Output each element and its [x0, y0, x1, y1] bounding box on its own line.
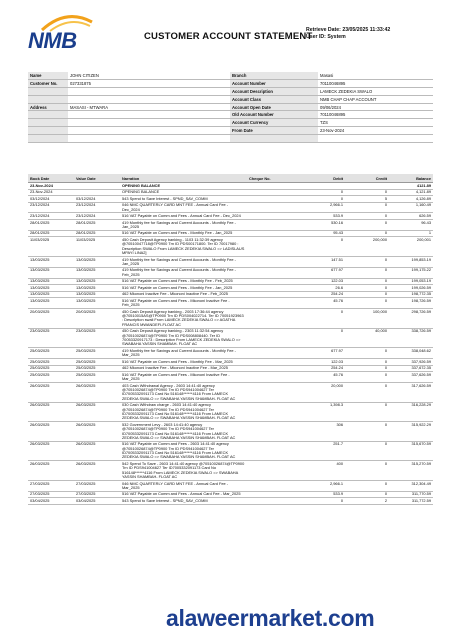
credit-cell: 0 — [345, 348, 389, 359]
info-row — [28, 119, 433, 127]
book-date-cell: 13/03/2025 — [28, 278, 74, 285]
balance-cell: 200,001 — [389, 237, 433, 257]
book-date-cell: 13/03/2025 — [28, 267, 74, 278]
narration-cell: 450 Cash Deposit Agency banking - 2003 17:36:44 agency @70510015AS@TP0900 Trn ID PDS004022714. Ter ID 70051923963 : Description swali From LAMECK ZEDEKIA SWALO => AGATHA FRANCIS MWANDEFI-FLOAT AC — [120, 309, 247, 329]
info-value — [68, 95, 230, 103]
info-label: Name — [28, 72, 68, 79]
narration-cell: 516 VAT Payable on Comm and Fees - Annual Card Fee - Mar_2025 — [120, 491, 247, 498]
value-date-cell: 25/03/2025 — [74, 372, 120, 383]
debit-cell: 45.76 — [301, 372, 345, 383]
debit-cell: 45.76 — [301, 298, 345, 309]
cheque-cell — [247, 298, 301, 309]
cheque-cell — [247, 461, 301, 481]
table-row — [28, 328, 433, 348]
table-row — [28, 267, 433, 278]
info-label: Account Number — [230, 79, 318, 87]
info-value: LAMECK ZEDEKIA SWALO — [318, 87, 433, 95]
narration-cell: 030 Cash Withdraw charge - 2603 14:41:40 agency @70510026874@TP0900 Trn ID PDS941004627 Ter ID7005332091173 Card No 516148******4116 From LAMECK ZEDEKIA SWALO => SWABAHA YASSIN SHAMBAH- FLOAT AC — [120, 402, 247, 422]
credit-cell: 200,000 — [345, 237, 389, 257]
book-date-cell: 26/03/2025 — [28, 402, 74, 422]
credit-cell: 2 — [345, 498, 389, 505]
narration-cell: 450 Cash Deposit Agency banking - 1103 11:32:39 agency @70510047718@TP0900 Trn ID PDS00171800. Ter ID 70017980 : Description SWALO From LAMECK ZEDEKIA SWALO => LADISLAUS MPAYI LINA2] — [120, 237, 247, 257]
info-value: JOHN CITIZEN — [68, 72, 230, 79]
info-value — [68, 127, 230, 135]
credit-cell: 0 — [345, 189, 389, 196]
transactions-table — [28, 174, 433, 505]
balance-cell: 311,770.59 — [389, 491, 433, 498]
balance-cell: 312,304.49 — [389, 480, 433, 491]
info-value: MASASI - MTWARA — [68, 103, 230, 111]
cheque-cell — [247, 348, 301, 359]
cheque-cell — [247, 498, 301, 505]
book-date-cell: 25/03/2025 — [28, 348, 74, 359]
debit-cell: 2,966.1 — [301, 480, 345, 491]
credit-cell: 0 — [345, 359, 389, 366]
balance-cell: 315,922.29 — [389, 422, 433, 442]
value-date-cell: 28/01/2025 — [74, 230, 120, 237]
credit-cell: 0 — [345, 480, 389, 491]
balance-cell: 96.43 — [389, 220, 433, 231]
balance-cell: 337,626.59 — [389, 372, 433, 383]
balance-cell: 337,926.59 — [389, 359, 433, 366]
value-date-cell: 13/03/2025 — [74, 267, 120, 278]
value-date-cell: 11/03/2025 — [74, 237, 120, 257]
value-date-cell: 25/03/2025 — [74, 365, 120, 372]
cheque-cell — [247, 202, 301, 213]
credit-cell: 0 — [345, 230, 389, 237]
credit-cell: 0 — [345, 402, 389, 422]
info-label: Address — [28, 103, 68, 111]
debit-cell: 254.24 — [301, 291, 345, 298]
balance-cell: 199,853.19 — [389, 256, 433, 267]
value-date-cell: 23/03/2025 — [74, 328, 120, 348]
book-date-cell: 26/03/2025 — [28, 383, 74, 403]
book-date-cell: 13/03/2025 — [28, 298, 74, 309]
debit-cell: 530.16 — [301, 220, 345, 231]
credit-cell: 40,000 — [345, 328, 389, 348]
info-row — [28, 111, 433, 119]
info-label: Account Class — [230, 95, 318, 103]
info-value — [68, 111, 230, 119]
value-date-cell: 03/12/2024 — [74, 196, 120, 203]
narration-cell: 532 Government Levy - 2603 14:41:40 agency @70510026874@TP0900 Trn ID PDS941004627 Ter ID7005332091173 Card No 516148******4116 From LAMECK ZEDEKIA SWALO => SWABAHA YASSIN SHAMBAH- FLOAT AC — [120, 422, 247, 442]
debit-cell: 1,398.3 — [301, 402, 345, 422]
balance-cell: 1 — [389, 230, 433, 237]
statement-header — [0, 0, 461, 68]
narration-cell: 046 NMC QUARTERLY CARD MNT FEE - Annual Card Fee - Mar_2025 — [120, 480, 247, 491]
info-value: Masasi — [318, 72, 433, 79]
book-date-cell: 03/04/2025 — [28, 498, 74, 505]
retrieve-info — [306, 27, 390, 40]
info-row — [28, 127, 433, 135]
narration-cell: OPENING BALANCE — [120, 189, 247, 196]
book-date-cell: 26/03/2025 — [28, 461, 74, 481]
credit-cell: 0 — [345, 267, 389, 278]
nmb-logo — [28, 14, 90, 58]
debit-cell: 122.03 — [301, 278, 345, 285]
book-date-cell: 23-Nov-2024 — [28, 183, 74, 190]
info-row — [28, 95, 433, 103]
table-row — [28, 480, 433, 491]
narration-cell: 419 Monthly fee for Savings and Current Accounts - Monthly Fee - Mar_2025 — [120, 348, 247, 359]
info-label: Account Description — [230, 87, 318, 95]
cheque-cell — [247, 328, 301, 348]
cheque-cell — [247, 372, 301, 383]
book-date-cell: 23/12/2024 — [28, 213, 74, 220]
debit-cell: 95.43 — [301, 230, 345, 237]
logo-text: NMB — [28, 28, 77, 53]
info-label — [28, 87, 68, 95]
narration-cell: 516 VAT Payable on Comm and Fees - Monthly Fee - Jan_2025 — [120, 230, 247, 237]
balance-cell: 199,026.59 — [389, 285, 433, 292]
value-date-cell: 25/03/2025 — [74, 348, 120, 359]
debit-cell: 0 — [301, 189, 345, 196]
balance-cell: 311,772.59 — [389, 498, 433, 505]
value-date-cell: 13/03/2025 — [74, 256, 120, 267]
info-label — [230, 135, 318, 143]
table-row — [28, 202, 433, 213]
balance-cell: 337,672.35 — [389, 365, 433, 372]
document-title: CUSTOMER ACCOUNT STATEMENT — [144, 31, 313, 42]
info-row — [28, 103, 433, 111]
narration-cell: 450 Cash Deposit Agency banking - 2303 11:32:54 agency @70510026874@TP0900 Trn ID PDS008808440. Ter ID 70053320917173 : Description From LAMECK ZEDEKIA SWALO => SWABAHA YASSIN SHAMBAH- FLOAT AC — [120, 328, 247, 348]
credit-cell: 0 — [345, 422, 389, 442]
credit-cell: 0 — [345, 441, 389, 461]
debit-cell: 677.97 — [301, 348, 345, 359]
narration-cell: 046 NMC QUARTERLY CARD MNT FEE - Annual Card Fee - Dec_2024 — [120, 202, 247, 213]
balance-cell: 4,126.89 — [389, 196, 433, 203]
value-date-cell: 26/03/2025 — [74, 422, 120, 442]
debit-cell: 533.9 — [301, 491, 345, 498]
balance-cell: 316,228.29 — [389, 402, 433, 422]
cheque-cell — [247, 220, 301, 231]
info-label: From Date — [230, 127, 318, 135]
table-header-row — [28, 174, 433, 183]
credit-cell: 100,000 — [345, 309, 389, 329]
balance-cell: 315,270.59 — [389, 461, 433, 481]
credit-cell: 0 — [345, 256, 389, 267]
value-date-cell: 28/01/2025 — [74, 220, 120, 231]
balance-cell: 317,626.59 — [389, 383, 433, 403]
col-credit: Credit — [345, 174, 389, 183]
book-date-cell: 26/03/2025 — [28, 441, 74, 461]
table-row — [28, 348, 433, 359]
info-row — [28, 79, 433, 87]
cheque-cell — [247, 256, 301, 267]
book-date-cell: 13/03/2025 — [28, 285, 74, 292]
credit-cell: 0 — [345, 365, 389, 372]
debit-cell: 122.03 — [301, 359, 345, 366]
credit-cell: 0 — [345, 202, 389, 213]
book-date-cell: 25/03/2025 — [28, 372, 74, 383]
book-date-cell: 25/03/2025 — [28, 359, 74, 366]
debit-cell: 0 — [301, 498, 345, 505]
balance-cell: 1,160.49 — [389, 202, 433, 213]
narration-cell: 516 VAT Payable on Comm and Fees - Annual Card Fee - Dec_2024 — [120, 213, 247, 220]
narration-cell: 419 Monthly fee for Savings and Current Accounts - Monthly Fee - Feb_2025 — [120, 267, 247, 278]
value-date-cell: 23/12/2024 — [74, 202, 120, 213]
narration-cell: OPENING BALANCE — [120, 183, 247, 190]
table-row — [28, 402, 433, 422]
book-date-cell: 25/03/2025 — [28, 365, 74, 372]
debit-cell: 26.6 — [301, 285, 345, 292]
balance-cell: 198,772.35 — [389, 291, 433, 298]
debit-cell: 0 — [301, 237, 345, 257]
info-label: Account Currency — [230, 119, 318, 127]
debit-cell: 0 — [301, 196, 345, 203]
info-label: Old Account Number — [230, 111, 318, 119]
value-date-cell: 25/03/2025 — [74, 359, 120, 366]
credit-cell: 0 — [345, 491, 389, 498]
credit-cell: 0 — [345, 461, 389, 481]
cheque-cell — [247, 480, 301, 491]
book-date-cell: 23/12/2024 — [28, 202, 74, 213]
debit-cell: 400 — [301, 461, 345, 481]
value-date-cell: 20/03/2025 — [74, 309, 120, 329]
balance-cell: 338,048.62 — [389, 348, 433, 359]
value-date-cell: 13/03/2025 — [74, 291, 120, 298]
col-book-date: Book Date — [28, 174, 74, 183]
narration-cell: 543 Spend to Save Interest - SPND_SAV_COMM — [120, 196, 247, 203]
table-row — [28, 498, 433, 505]
table-row — [28, 422, 433, 442]
table-row — [28, 309, 433, 329]
table-row — [28, 256, 433, 267]
credit-cell: 0 — [345, 285, 389, 292]
cheque-cell — [247, 309, 301, 329]
info-label — [28, 111, 68, 119]
info-label — [28, 95, 68, 103]
info-label: Branch — [230, 72, 318, 79]
narration-cell: 516 VAT Payable on Comm and Fees - Monthly Fee - Jan_2025 — [120, 285, 247, 292]
info-row — [28, 72, 433, 79]
info-value: TZS — [318, 119, 433, 127]
debit-cell: 677.97 — [301, 267, 345, 278]
value-date-cell: 13/03/2025 — [74, 278, 120, 285]
info-row — [28, 135, 433, 143]
info-label — [28, 135, 68, 143]
debit-cell: 147.51 — [301, 256, 345, 267]
info-value: 23-Nov-2024 — [318, 127, 433, 135]
cheque-cell — [247, 383, 301, 403]
book-date-cell: 26/03/2025 — [28, 422, 74, 442]
value-date-cell: 13/03/2025 — [74, 285, 120, 292]
narration-cell: 516 VAT Payable on Comm and Fees - 2603 14:41:40 agency @70510026874@TP0900 Trn ID PDS941004627 Ter ID7005332091173 Card No 516148******4116 From LAMECK ZEDEKIA SWALO => SWABAHA YASSIN SHAMBAH- FLOAT AC — [120, 441, 247, 461]
table-row — [28, 441, 433, 461]
narration-cell: 462 Mkononi Inactive Fee - Mkononi Inactive Fee - Feb_2025 — [120, 291, 247, 298]
info-value — [68, 119, 230, 127]
book-date-cell: 11/03/2025 — [28, 237, 74, 257]
info-row — [28, 87, 433, 95]
info-value: 70110046895 — [318, 79, 433, 87]
balance-cell: 4,121.89 — [389, 189, 433, 196]
book-date-cell: 13/03/2025 — [28, 291, 74, 298]
info-value — [318, 135, 433, 143]
credit-cell: 0 — [345, 298, 389, 309]
info-value: 70110046895 — [318, 111, 433, 119]
balance-cell: 4121.89 — [389, 183, 433, 190]
info-label — [28, 119, 68, 127]
info-label: Account Open Date — [230, 103, 318, 111]
table-row — [28, 220, 433, 231]
narration-cell: 516 VAT Payable on Comm and Fees - Monthly Fee - Feb_2025 — [120, 278, 247, 285]
credit-cell: 0 — [345, 383, 389, 403]
narration-cell: 542 Spend To Save - 2603 14:41:40 agency @70510026874@TP0900 Trn ID PDS941004627 Ter ID7005332091173 Card No 516148******4116 From LAMECK ZEDEKIA SWALO => SWABAHA YASSIN SHAMBAH- FLOAT AC — [120, 461, 247, 481]
balance-cell: 626.59 — [389, 213, 433, 220]
debit-cell: 0 — [301, 328, 345, 348]
credit-cell: 0 — [345, 291, 389, 298]
info-label: Customer No. — [28, 79, 68, 87]
col-balance: Balance — [389, 174, 433, 183]
credit-cell: 5 — [345, 196, 389, 203]
balance-cell: 198,726.59 — [389, 298, 433, 309]
info-value: 027331875 — [68, 79, 230, 87]
value-date-cell: 03/04/2025 — [74, 498, 120, 505]
narration-cell: 516 VAT Payable on Comm and Fees - Monthly Fee - Mar_2025 — [120, 359, 247, 366]
cheque-cell — [247, 237, 301, 257]
cheque-cell — [247, 441, 301, 461]
narration-cell: 516 VAT Payable on Comm and Fees - Mkononi Inactive Fee - Feb_2025 — [120, 298, 247, 309]
balance-cell: 315,670.59 — [389, 441, 433, 461]
credit-cell: 0 — [345, 220, 389, 231]
narration-cell: 403 Cash Withdrawal Agency - 2603 14:41:40 agency @70510026874@TP0900 Trn ID PDS941004627 Ter ID7005332091173 Card No 516148******4116 From LAMECK ZEDEKIA SWALO => SWABAHA YASSIN SHAMBAH- FLOAT AC — [120, 383, 247, 403]
value-date-cell: 23/12/2024 — [74, 213, 120, 220]
balance-cell: 338,726.59 — [389, 328, 433, 348]
narration-cell: 462 Mkononi Inactive Fee - Mkononi Inactive Fee - Mar_2025 — [120, 365, 247, 372]
info-value: 09/06/2024 — [318, 103, 433, 111]
value-date-cell: 26/03/2025 — [74, 461, 120, 481]
user-id: User ID: System — [306, 33, 346, 40]
retrieve-date: Retrieve Date: 23/05/2025 11:33:42 — [306, 27, 391, 33]
value-date-cell: 26/03/2025 — [74, 441, 120, 461]
value-date-cell: 27/03/2025 — [74, 480, 120, 491]
value-date-cell: 27/03/2025 — [74, 491, 120, 498]
narration-cell: 543 Spend to Save Interest - SPND_SAV_COMM — [120, 498, 247, 505]
watermark-text: alaweermarket.com — [166, 605, 375, 631]
info-value — [68, 87, 230, 95]
debit-cell: 306 — [301, 422, 345, 442]
value-date-cell: 26/03/2025 — [74, 402, 120, 422]
book-date-cell: 13/03/2025 — [28, 256, 74, 267]
book-date-cell: 27/03/2025 — [28, 491, 74, 498]
book-date-cell: 28/01/2025 — [28, 230, 74, 237]
table-row — [28, 461, 433, 481]
value-date-cell: 26/03/2025 — [74, 383, 120, 403]
debit-cell: 20,000 — [301, 383, 345, 403]
credit-cell: 0 — [345, 278, 389, 285]
account-info-table — [28, 72, 433, 143]
cheque-cell — [247, 402, 301, 422]
debit-cell: 254.24 — [301, 365, 345, 372]
balance-cell: 298,726.59 — [389, 309, 433, 329]
narration-cell: 419 Monthly fee for Savings and Current Accounts - Monthly Fee - Jan_2025 — [120, 256, 247, 267]
col-value-date: Value Date — [74, 174, 120, 183]
value-date-cell: 13/03/2025 — [74, 298, 120, 309]
col-narration: Narration — [120, 174, 247, 183]
debit-cell: 2,966.1 — [301, 202, 345, 213]
info-value — [68, 135, 230, 143]
col-debit: Debit — [301, 174, 345, 183]
info-label — [28, 127, 68, 135]
balance-cell: 199,053.19 — [389, 278, 433, 285]
info-value: NMB CHAP CHAP ACCOUNT — [318, 95, 433, 103]
book-date-cell: 23-Nov-2024 — [28, 189, 74, 196]
cheque-cell — [247, 267, 301, 278]
credit-cell: 0 — [345, 372, 389, 383]
credit-cell: 0 — [345, 213, 389, 220]
balance-cell: 199,175.22 — [389, 267, 433, 278]
table-row — [28, 298, 433, 309]
debit-cell: 0 — [301, 309, 345, 329]
book-date-cell: 27/03/2025 — [28, 480, 74, 491]
narration-cell: 419 Monthly fee for Savings and Current Accounts - Monthly Fee - Jan_2025 — [120, 220, 247, 231]
table-row — [28, 372, 433, 383]
table-row — [28, 383, 433, 403]
debit-cell: 533.9 — [301, 213, 345, 220]
book-date-cell: 23/03/2025 — [28, 328, 74, 348]
book-date-cell: 28/01/2025 — [28, 220, 74, 231]
narration-cell: 516 VAT Payable on Comm and Fees - Mkononi Inactive Fee - Mar_2025 — [120, 372, 247, 383]
debit-cell: 251.7 — [301, 441, 345, 461]
col-cheque-no: Cheque No. — [247, 174, 301, 183]
book-date-cell: 03/12/2024 — [28, 196, 74, 203]
cheque-cell — [247, 422, 301, 442]
book-date-cell: 20/03/2025 — [28, 309, 74, 329]
table-row — [28, 237, 433, 257]
